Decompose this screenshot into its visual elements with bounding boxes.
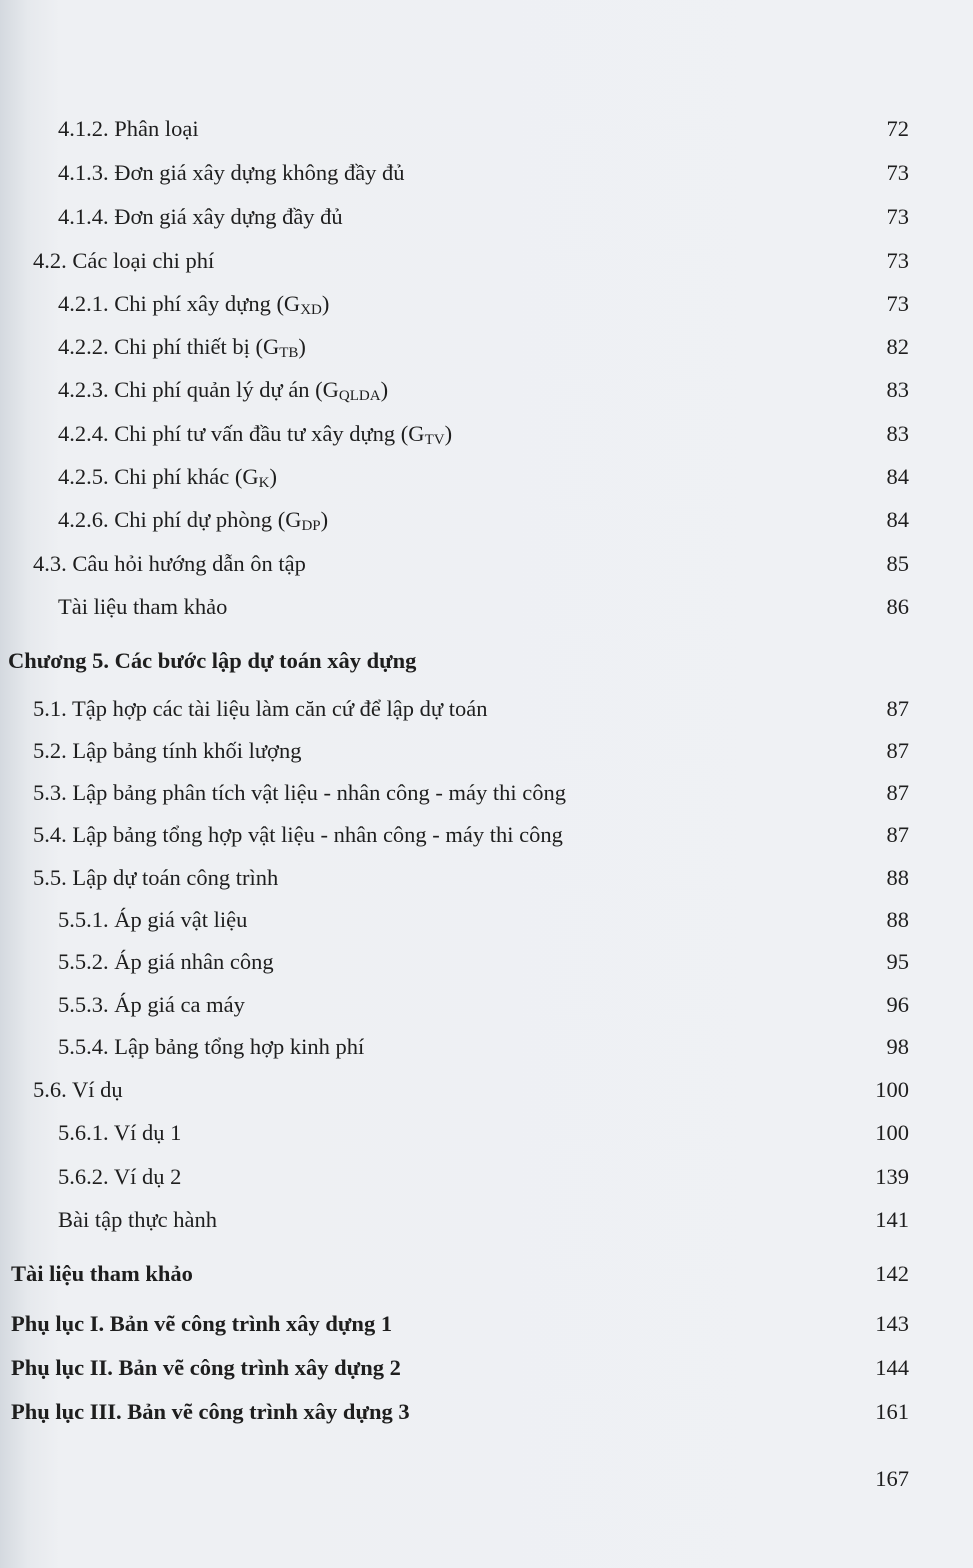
toc-entry-page: 73 (886, 160, 909, 185)
toc-entry-page: 85 (886, 551, 909, 576)
toc-entry (58, 504, 909, 536)
toc-entry-page: 73 (886, 204, 909, 229)
toc-entry-page: 96 (886, 992, 909, 1017)
toc-entry (33, 862, 909, 894)
toc-entry-page: 100 (875, 1120, 909, 1145)
toc-entry-label: Phụ lục I. Bản vẽ công trình xây dựng 1 (11, 1311, 393, 1336)
toc-entry-page: 83 (886, 377, 909, 402)
toc-entry-page: 143 (875, 1311, 909, 1336)
toc-entry (33, 693, 909, 725)
toc-entry-page: 98 (886, 1034, 909, 1059)
toc-entry-label: 5.2. Lập bảng tính khối lượng (33, 738, 302, 763)
toc-entry-label: 4.2.4. Chi phí tư vấn đầu tư xây dựng $(G_{TV})$ (58, 421, 453, 448)
toc-entry (58, 201, 909, 233)
toc-entry (58, 1117, 909, 1149)
toc-entry (33, 819, 909, 851)
toc-entry-page: 87 (886, 780, 909, 805)
toc-entry-page: 86 (886, 594, 909, 619)
toc-entry (33, 548, 909, 580)
toc-entry-label: Phụ lục III. Bản vẽ công trình xây dựng 3 (11, 1399, 410, 1424)
toc-entry-page: 87 (886, 696, 909, 721)
page-number: 167 (875, 1466, 909, 1491)
toc-entry (58, 989, 909, 1021)
toc-entry-label: 4.1.2. Phân loại (58, 116, 199, 141)
toc-chapter-heading (8, 645, 909, 677)
toc-entry-label: 5.5.1. Áp giá vật liệu (58, 907, 248, 932)
toc-entry-page: 84 (886, 464, 909, 489)
toc-entry-label: Tài liệu tham khảo (11, 1261, 193, 1286)
toc-entry-page: 95 (886, 949, 909, 974)
toc-entry (58, 331, 909, 363)
toc-entry (58, 904, 909, 936)
toc-entry-label: 5.5.3. Áp giá ca máy (58, 992, 245, 1017)
toc-entry-page: 87 (886, 738, 909, 763)
toc-entry-label: 4.2.5. Chi phí khác $(G_K)$ (58, 464, 277, 491)
toc-entry-label: 4.3. Câu hỏi hướng dẫn ôn tập (33, 551, 306, 576)
toc-entry (33, 1074, 909, 1106)
toc-entry-page: 72 (886, 116, 909, 141)
toc-entry-label: 5.1. Tập hợp các tài liệu làm căn cứ để lập dự toán (33, 696, 488, 721)
toc-entry-page: 73 (886, 291, 909, 316)
toc-entry-page: 161 (875, 1399, 909, 1424)
toc-entry (58, 1204, 909, 1236)
toc-entry-page: 84 (886, 507, 909, 532)
toc-entry-page: 73 (886, 248, 909, 273)
toc-entry-page: 144 (875, 1355, 909, 1380)
toc-entry (58, 113, 909, 145)
toc-entry-label: 5.6.2. Ví dụ 2 (58, 1164, 182, 1189)
toc-entry-label: 5.6.1. Ví dụ 1 (58, 1120, 182, 1145)
toc-entry-label: Phụ lục II. Bản vẽ công trình xây dựng 2 (11, 1355, 401, 1380)
toc-entry (58, 946, 909, 978)
toc-entry (58, 157, 909, 189)
toc-entry (58, 591, 909, 623)
toc-entry-label: 5.5.2. Áp giá nhân công (58, 949, 274, 974)
toc-entry-page: 141 (875, 1207, 909, 1232)
toc-entry (58, 418, 909, 450)
toc-entry-label: 4.2.1. Chi phí xây dựng $(G_{XD})$ (58, 291, 330, 318)
toc-section-heading (11, 1352, 909, 1384)
toc-entry (58, 374, 909, 406)
toc-entry-label: 4.2.2. Chi phí thiết bị $(G_{TB})$ (58, 334, 306, 361)
toc-chapter-label: Chương 5. Các bước lập dự toán xây dựng (8, 648, 417, 673)
toc-entry-label: Tài liệu tham khảo (58, 594, 228, 619)
toc-entry (58, 1161, 909, 1193)
toc-section-heading (11, 1258, 909, 1290)
toc-entry-label: 4.2.6. Chi phí dự phòng $(G_{DP})$ (58, 507, 329, 534)
toc-entry-page: 142 (875, 1261, 909, 1286)
toc-entry-page: 87 (886, 822, 909, 847)
toc-entry-label: 5.4. Lập bảng tổng hợp vật liệu - nhân công - máy thi công (33, 822, 563, 847)
toc-entry-page: 100 (875, 1077, 909, 1102)
toc-entry-label: 4.1.3. Đơn giá xây dựng không đầy đủ (58, 160, 405, 185)
toc-entry-label: 5.5.4. Lập bảng tổng hợp kinh phí (58, 1034, 365, 1059)
toc-entry-label: Bài tập thực hành (58, 1207, 218, 1232)
toc-entry-label: 4.2.3. Chi phí quản lý dự án $(G_{QLDA})$ (58, 377, 389, 404)
toc-entry (33, 245, 909, 277)
toc-entry-page: 139 (875, 1164, 909, 1189)
toc-entry-label: 4.2. Các loại chi phí (33, 248, 215, 273)
toc-entry (33, 735, 909, 767)
toc-entry-page: 88 (886, 907, 909, 932)
toc-entry-page: 88 (886, 865, 909, 890)
toc-entry-label: 4.1.4. Đơn giá xây dựng đầy đủ (58, 204, 343, 229)
toc-entry (58, 1031, 909, 1063)
toc-entry (33, 777, 909, 809)
toc-section-heading (11, 1396, 909, 1428)
toc-entry-label: 5.6. Ví dụ (33, 1077, 123, 1102)
toc-entry (58, 288, 909, 320)
toc-entry (58, 461, 909, 493)
toc-section-heading (11, 1308, 909, 1340)
toc-entry-page: 83 (886, 421, 909, 446)
toc-entry-label: 5.5. Lập dự toán công trình (33, 865, 279, 890)
toc-entry-page: 82 (886, 334, 909, 359)
toc-entry-label: 5.3. Lập bảng phân tích vật liệu - nhân công - máy thi công (33, 780, 566, 805)
